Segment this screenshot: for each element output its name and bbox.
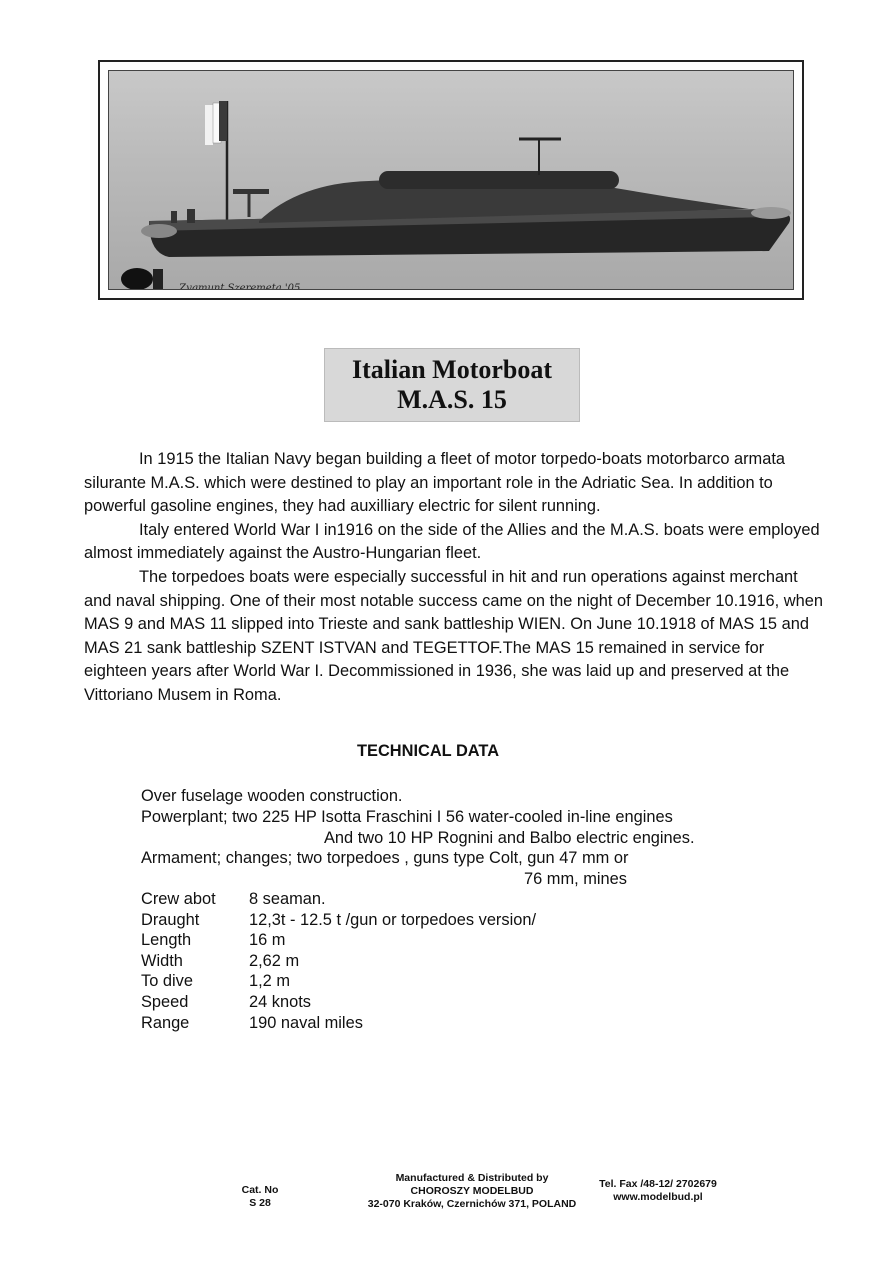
powerplant-continuation: And two 10 HP Rognini and Balbo electric engines. (324, 828, 695, 847)
website: www.modelbud.pl (613, 1191, 703, 1203)
manufacturer-line-2: CHOROSZY MODELBUD (410, 1185, 534, 1197)
spec-value: 16 m (249, 931, 286, 950)
spec-row (141, 930, 536, 951)
catalog-value: S 28 (249, 1197, 271, 1209)
spec-row (141, 971, 536, 992)
spec-value: 1,2 m (249, 972, 290, 991)
catalog-label: Cat. No (241, 1184, 279, 1196)
spec-label: Speed (141, 992, 189, 1011)
spec-table (141, 889, 536, 1033)
phone-fax: Tel. Fax /48-12/ 2702679 (599, 1178, 717, 1190)
spec-value: 190 naval miles (249, 1013, 363, 1032)
manufacturer-address: 32-070 Kraków, Czernichów 371, POLAND (367, 1198, 577, 1210)
spec-label: Crew abot (141, 890, 216, 908)
spec-label: Width (141, 951, 183, 970)
construction-line: Over fuselage wooden construction. (141, 787, 403, 805)
spec-label: Range (141, 1013, 190, 1032)
boat-illustration-frame (98, 60, 804, 300)
spec-label: To dive (141, 972, 193, 991)
spec-row (141, 1013, 536, 1034)
catalog-number (240, 1184, 280, 1210)
boat-illustration (108, 70, 794, 293)
history-text (84, 448, 824, 708)
spec-row (141, 910, 536, 931)
technical-data-heading: TECHNICAL DATA (357, 742, 500, 760)
spec-row (141, 951, 536, 972)
spec-label: Draught (141, 910, 200, 929)
history-paragraph-3: The torpedoes boats were especially successful in hit and run operations against merchant and naval shipping. One of their most notable success came on the night of December 10.1916, when MAS 9 and MAS 11 slipped into Trieste and sank battleship WIEN. On June 10.1918 of MAS 15 and MAS 21 sank battleship SZENT ISTVAN and TEGETTOF.The MAS 15 remained in service for eighteen years after World War I. Decommissioned in 1936, she was laid up and preserved at the Vittoriano Musem in Roma. (84, 567, 823, 704)
spec-value: 2,62 m (249, 951, 300, 970)
spec-value: 24 knots (249, 992, 311, 1011)
spec-row (141, 889, 536, 910)
powerplant-line: Powerplant; two 225 HP Isotta Fraschini I 56 water-cooled in-line engines (141, 807, 673, 826)
spec-value: 12,3t - 12.5 t /gun or torpedoes version/ (249, 910, 537, 929)
spec-label: Length (141, 931, 192, 950)
history-paragraph-1: In 1915 the Italian Navy began building a fleet of motor torpedo-boats motorbarco armata silurante M.A.S. which were destined to play an important role in the Adriatic Sea. In addition to powerful gasoline engines, they had auxilliary electric for silent running. (84, 450, 785, 516)
manufacturer-line-1: Manufactured & Distributed by (395, 1172, 549, 1184)
history-paragraph-2: Italy entered World War I in1916 on the side of the Allies and the M.A.S. boats were employed almost immediately against the Austro-Hungarian fleet. (84, 520, 820, 563)
title-box (324, 348, 580, 422)
title-line-1: Italian Motorboat (351, 355, 553, 384)
contact-info (588, 1178, 728, 1204)
technical-data-text (141, 786, 781, 890)
motorboat-drawing (109, 71, 794, 293)
spec-row (141, 992, 536, 1013)
title-line-2: M.A.S. 15 (397, 385, 507, 414)
spec-value: 8 seaman. (249, 890, 326, 908)
armament-line: Armament; changes; two torpedoes , guns type Colt, gun 47 mm or (141, 849, 629, 868)
armament-continuation: 76 mm, mines (524, 870, 627, 889)
artist-signature: Zygmunt Szeremeta '05 (179, 283, 301, 293)
manufacturer-info (352, 1172, 592, 1211)
